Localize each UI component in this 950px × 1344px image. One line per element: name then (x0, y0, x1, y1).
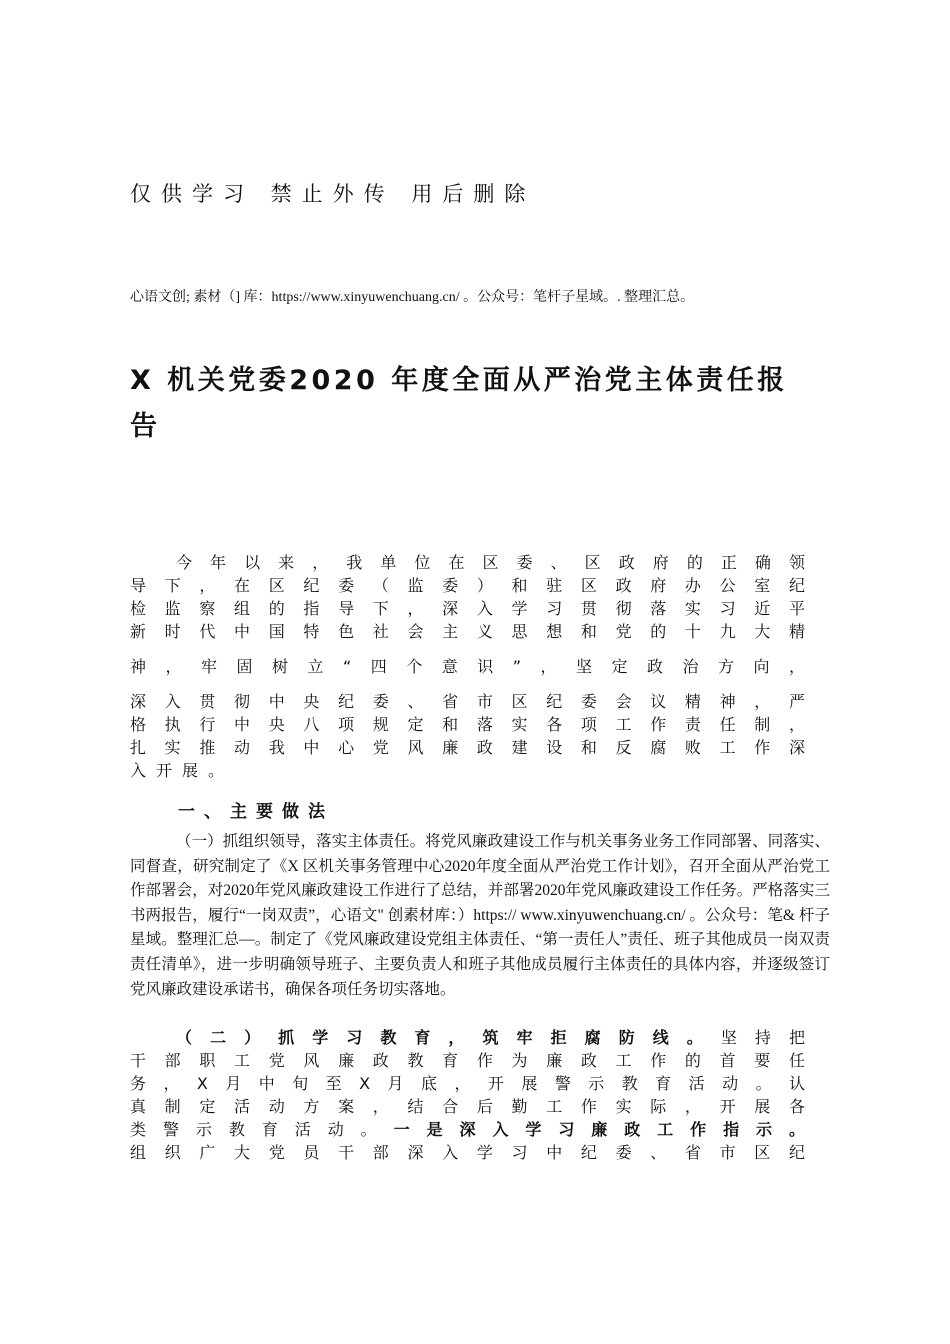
intro-line: 今年以来，我单位在区委、区政府的正确领 (176, 553, 815, 572)
item2-line-5 (130, 1118, 815, 1141)
intro-line: 深入贯彻中央纪委、省市区纪委会议精神，严 (130, 692, 815, 711)
intro-line: 入开展。 (130, 761, 235, 780)
item1-paragraph: （一）抓组织领导，落实主体责任。将党风廉政建设工作与机关事务业务工作同部署、同落实、同督查，研究制定了《X 区机关事务管理中心2020年度全面从严治党工作计划》，召开全面从严治党工作部署会，对2020年党风廉政建设工作进行了总结，并部署2020年党风廉政建设工作任务。严格落实三书两报告，履行“一岗双责”，心语文" 创素材库：）https:// www.xinyuwenchuang.cn/ 。公众号：笔& 杆子星域。整理汇总—。制定了《党风廉政建设党组主体责任、“第一责任人”责任、班子其他成员一岗双责责任清单》，进一步明确领导班子、主要负责人和班子其他成员履行主体责任的具体内容，并逐级签订党风廉政建设承诺书，确保各项任务切实落地。 (130, 833, 830, 998)
intro-line: 导下，在区纪委（监委）和驻区政府办公室纪 (130, 576, 815, 595)
intro-line: 扎实推动我中心党风廉政建设和反腐败工作深 (130, 738, 815, 757)
item2-line5-bold: 一是深入学习廉政工作指示。 (393, 1120, 815, 1139)
source-line: 心语文创; 素材（] 库：https://www.xinyuwenchuang.cn/ 。公众号：笔杆子星域。. 整理汇总。 (130, 290, 695, 305)
title-line-1: X 机关党委2020 年度全面从严治党主体责任报 (130, 365, 788, 396)
title-line-2: 告 (130, 411, 161, 442)
item2-paragraph (130, 1026, 815, 1164)
intro-line: 格执行中央八项规定和落实各项工作责任制， (130, 715, 815, 734)
item2-bold-head: （二）抓学习教育，筑牢拒腐防线。 (176, 1028, 721, 1047)
intro-paragraph (130, 551, 815, 643)
section-heading: 一、主要做法 (178, 802, 334, 822)
item2-line1-tail: 坚持把 (720, 1028, 815, 1047)
item2-line: 务，X月中旬至X月底，开展警示教育活动。认 (130, 1074, 815, 1093)
document-title (130, 358, 850, 450)
intro-line: 检监察组的指导下，深入学习贯彻落实习近平 (130, 599, 815, 618)
intro-paragraph-cont (130, 690, 815, 782)
item2-line: 干部职工党风廉政教育作为廉政工作的首要任 (130, 1051, 815, 1070)
intro-line: 新时代中国特色社会主义思想和党的十九大精 (130, 622, 815, 641)
intro-paragraph-line5 (130, 655, 815, 678)
intro-line: 神，牢固树立“四个意识”，坚定政治方向， (130, 657, 815, 676)
item2-line-1 (130, 1026, 815, 1049)
item2-line: 组织广大党员干部深入学习中纪委、省市区纪 (130, 1143, 815, 1162)
usage-notice: 仅供学习 禁止外传 用后删除 (130, 182, 536, 206)
item2-line5-normal: 类警示教育活动。 (130, 1120, 394, 1139)
item2-line: 真制定活动方案，结合后勤工作实际，开展各 (130, 1097, 815, 1116)
